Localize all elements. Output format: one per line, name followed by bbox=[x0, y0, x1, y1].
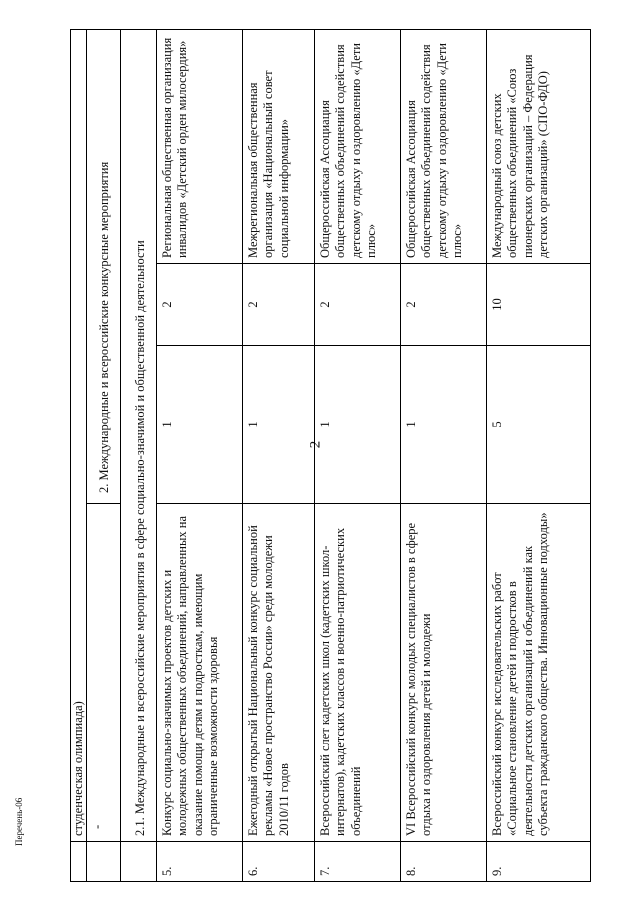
participants-count: 1 bbox=[315, 346, 401, 504]
team-count: 2 bbox=[157, 264, 243, 346]
event-name: Ежегодный открытый Национальный конкурс социальной рекламы «Новое пространство России» среди молодежи 2010/11 годов bbox=[243, 504, 315, 842]
row-number: 8. bbox=[401, 842, 487, 882]
table-row bbox=[243, 29, 315, 881]
events-table bbox=[70, 29, 591, 882]
header-row bbox=[71, 29, 87, 881]
row-number: 9. bbox=[487, 842, 591, 882]
organizer: Региональная общественная организация инвалидов «Детский орден милосердия» bbox=[157, 29, 243, 263]
subsection-row-empty-cell bbox=[121, 842, 157, 882]
table-row bbox=[487, 29, 591, 881]
participants-count: 1 bbox=[243, 346, 315, 504]
team-count: 2 bbox=[315, 264, 401, 346]
event-name: VI Всероссийский конкурс молодых специалистов в сфере отдыха и оздоровления детей и молодежи bbox=[401, 504, 487, 842]
subsection-title: 2.1. Международные и всероссийские мероприятия в сфере социально-значимой и общественной деятельности bbox=[121, 29, 157, 841]
section-dash: - bbox=[87, 504, 121, 842]
participants-count: 5 bbox=[487, 346, 591, 504]
event-name: Конкурс социально-значимых проектов детских и молодежных общественных объединений, направленных на оказание помощи детям и подросткам, имеющим ограниченные возможности здоровья bbox=[157, 504, 243, 842]
participants-count: 1 bbox=[157, 346, 243, 504]
row-number: 5. bbox=[157, 842, 243, 882]
organizer: Международный союз детских общественных объединений «Союз пионерских организаций – Федерация детских организаций» (СПО-ФДО) bbox=[487, 29, 591, 263]
header-row-empty-cell bbox=[71, 842, 87, 882]
page-number: 2 bbox=[307, 440, 324, 449]
section-row bbox=[87, 29, 121, 881]
organizer: Межрегиональная общественная организация «Национальный совет социальной информации» bbox=[243, 29, 315, 263]
section-row-empty-cell bbox=[87, 842, 121, 882]
row-number: 6. bbox=[243, 842, 315, 882]
row-number: 7. bbox=[315, 842, 401, 882]
rotated-document-sheet bbox=[70, 30, 616, 882]
subsection-row bbox=[121, 29, 157, 881]
table-row bbox=[401, 29, 487, 881]
organizer: Общероссийская Ассоциация общественных объединений содействия детскому отдыху и оздоровлению «Дети плюс» bbox=[401, 29, 487, 263]
team-count: 2 bbox=[243, 264, 315, 346]
participants-count: 1 bbox=[401, 346, 487, 504]
team-count: 2 bbox=[401, 264, 487, 346]
header-row-text: студенческая олимпиада) bbox=[71, 29, 87, 841]
table-row bbox=[315, 29, 401, 881]
event-name: Всероссийский слет кадетских школ (кадетских школ-интернатов), кадетских классов и военно-патриотических объединений bbox=[315, 504, 401, 842]
team-count: 10 bbox=[487, 264, 591, 346]
organizer: Общероссийская Ассоциация общественных объединений содействия детскому отдыху и оздоровлению «Дети плюс» bbox=[315, 29, 401, 263]
footer-code: Перечень-06 bbox=[14, 797, 24, 846]
event-name: Всероссийский конкурс исследовательских работ «Социальное становление детей и подростков в деятельности детских организаций и объединений как субъекта гражданского общества. Инновационные подходы» bbox=[487, 504, 591, 842]
section-title: 2. Международные и всероссийские конкурсные мероприятия bbox=[87, 29, 121, 503]
table-row bbox=[157, 29, 243, 881]
